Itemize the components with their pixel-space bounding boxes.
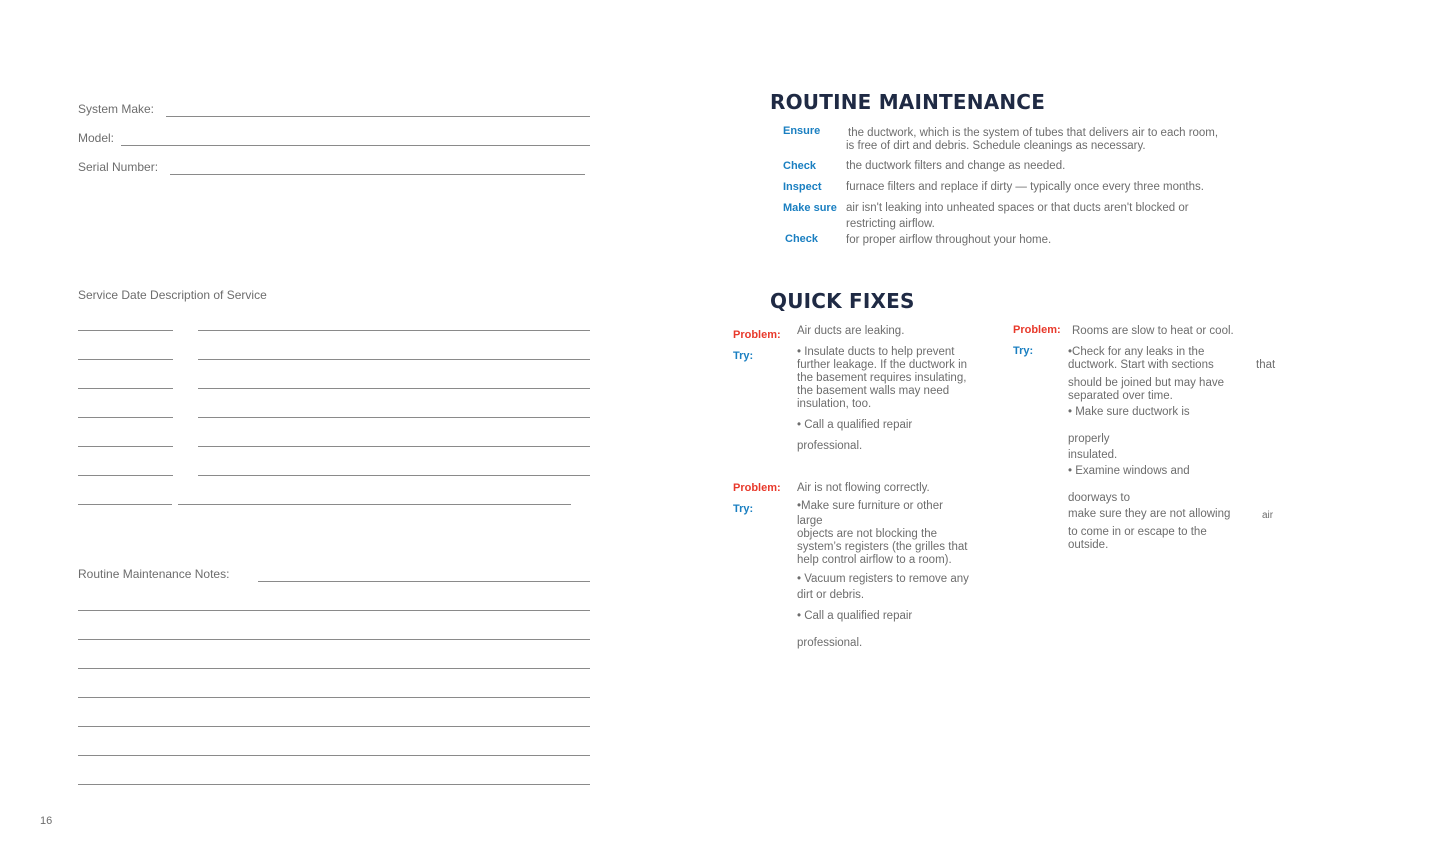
- problem-label-1: Problem:: [733, 329, 781, 341]
- service-description-field[interactable]: [198, 475, 590, 476]
- notes-line[interactable]: [78, 639, 590, 640]
- try-2-line: •Make sure furniture or other: [797, 500, 943, 512]
- problem-1: Air ducts are leaking.: [797, 325, 905, 337]
- serial-number-label: Serial Number:: [78, 160, 159, 174]
- model-label: Model:: [78, 131, 115, 145]
- try-1-line: professional.: [797, 440, 863, 452]
- notes-line[interactable]: [78, 784, 590, 785]
- problem-label-3: Problem:: [1013, 324, 1061, 336]
- try-1-line: the basement walls may need: [797, 385, 950, 397]
- kw-make-sure: Make sure: [783, 202, 837, 214]
- problem-3: Rooms are slow to heat or cool.: [1072, 325, 1234, 337]
- notes-line[interactable]: [78, 610, 590, 611]
- try-1-line: insulation, too.: [797, 398, 872, 410]
- try-1-line: further leakage. If the ductwork in: [797, 359, 968, 371]
- make-sure-line-1: air isn't leaking into unheated spaces or that ducts aren't blocked or: [846, 202, 1189, 214]
- try-3-line: insulated.: [1068, 449, 1118, 461]
- try-3-line: ductwork. Start with sections: [1068, 359, 1214, 371]
- service-description-field[interactable]: [198, 330, 590, 331]
- try-3-line: to come in or escape to the: [1068, 526, 1207, 538]
- try-1-line: • Insulate ducts to help prevent: [797, 346, 955, 358]
- try-3-line: should be joined but may have: [1068, 377, 1224, 389]
- ensure-line-1: the ductwork, which is the system of tubes that delivers air to each room,: [848, 127, 1219, 139]
- serial-number-field[interactable]: [170, 174, 585, 175]
- try-label-3: Try:: [1013, 345, 1034, 357]
- kw-inspect: Inspect: [783, 181, 822, 193]
- try-label-1: Try:: [733, 350, 754, 362]
- system-make-label: System Make:: [78, 102, 155, 116]
- service-date-field[interactable]: [78, 359, 173, 360]
- try-2-line: large: [797, 515, 823, 527]
- try-3-line: • Make sure ductwork is: [1068, 406, 1190, 418]
- service-date-field[interactable]: [78, 504, 172, 505]
- try-2-line: objects are not blocking the: [797, 528, 938, 540]
- service-description-field[interactable]: [198, 446, 590, 447]
- try-2-line: • Vacuum registers to remove any: [797, 573, 969, 585]
- service-description-field[interactable]: [198, 388, 590, 389]
- try-2-line: help control airflow to a room).: [797, 554, 952, 566]
- service-date-field[interactable]: [78, 475, 173, 476]
- try-2-line: system’s registers (the grilles that: [797, 541, 968, 553]
- overlay-air: air: [1262, 510, 1274, 521]
- problem-label-2: Problem:: [733, 482, 781, 494]
- notes-line[interactable]: [78, 668, 590, 669]
- inspect-line: furnace filters and replace if dirty — typically once every three months.: [846, 181, 1204, 193]
- kw-check: Check: [783, 160, 817, 172]
- check2-line: for proper airflow throughout your home.: [846, 234, 1052, 246]
- ensure-line-2: is free of dirt and debris. Schedule cleanings as necessary.: [846, 140, 1146, 152]
- model-field[interactable]: [121, 145, 590, 146]
- try-2-line: • Call a qualified repair: [797, 610, 913, 622]
- overlay-that: that: [1256, 359, 1276, 371]
- notes-line[interactable]: [78, 726, 590, 727]
- notes-line[interactable]: [78, 697, 590, 698]
- service-description-field[interactable]: [198, 417, 590, 418]
- service-date-field[interactable]: [78, 330, 173, 331]
- try-3-line: • Examine windows and: [1068, 465, 1190, 477]
- problem-2: Air is not flowing correctly.: [797, 482, 930, 494]
- check-line: the ductwork filters and change as needed.: [846, 160, 1066, 172]
- notes-field[interactable]: [258, 581, 590, 582]
- try-3-line: •Check for any leaks in the: [1068, 346, 1205, 358]
- kw-ensure: Ensure: [783, 125, 821, 137]
- service-date-field[interactable]: [78, 388, 173, 389]
- try-2-line: dirt or debris.: [797, 589, 865, 601]
- service-date-field[interactable]: [78, 446, 173, 447]
- try-1-line: the basement requires insulating,: [797, 372, 967, 384]
- try-3-line: make sure they are not allowing: [1068, 508, 1231, 520]
- try-1-line: • Call a qualified repair: [797, 419, 913, 431]
- try-label-2: Try:: [733, 503, 754, 515]
- kw-check-2: Check: [785, 233, 819, 245]
- system-make-field[interactable]: [166, 116, 590, 117]
- service-header: Service Date Description of Service: [78, 288, 267, 302]
- routine-title: ROUTINE MAINTENANCE: [770, 90, 1046, 114]
- try-3-line: outside.: [1068, 539, 1109, 551]
- service-date-field[interactable]: [78, 417, 173, 418]
- try-2-line: professional.: [797, 637, 863, 649]
- notes-label: Routine Maintenance Notes:: [78, 567, 230, 581]
- try-3-line: separated over time.: [1068, 390, 1173, 402]
- service-description-field[interactable]: [178, 504, 571, 505]
- try-3-line: properly: [1068, 433, 1110, 445]
- notes-line[interactable]: [78, 755, 590, 756]
- make-sure-line-2: restricting airflow.: [846, 218, 935, 230]
- service-description-field[interactable]: [198, 359, 590, 360]
- try-3-line: doorways to: [1068, 492, 1131, 504]
- page-number: 16: [40, 815, 53, 827]
- quick-fixes-title: QUICK FIXES: [770, 289, 915, 313]
